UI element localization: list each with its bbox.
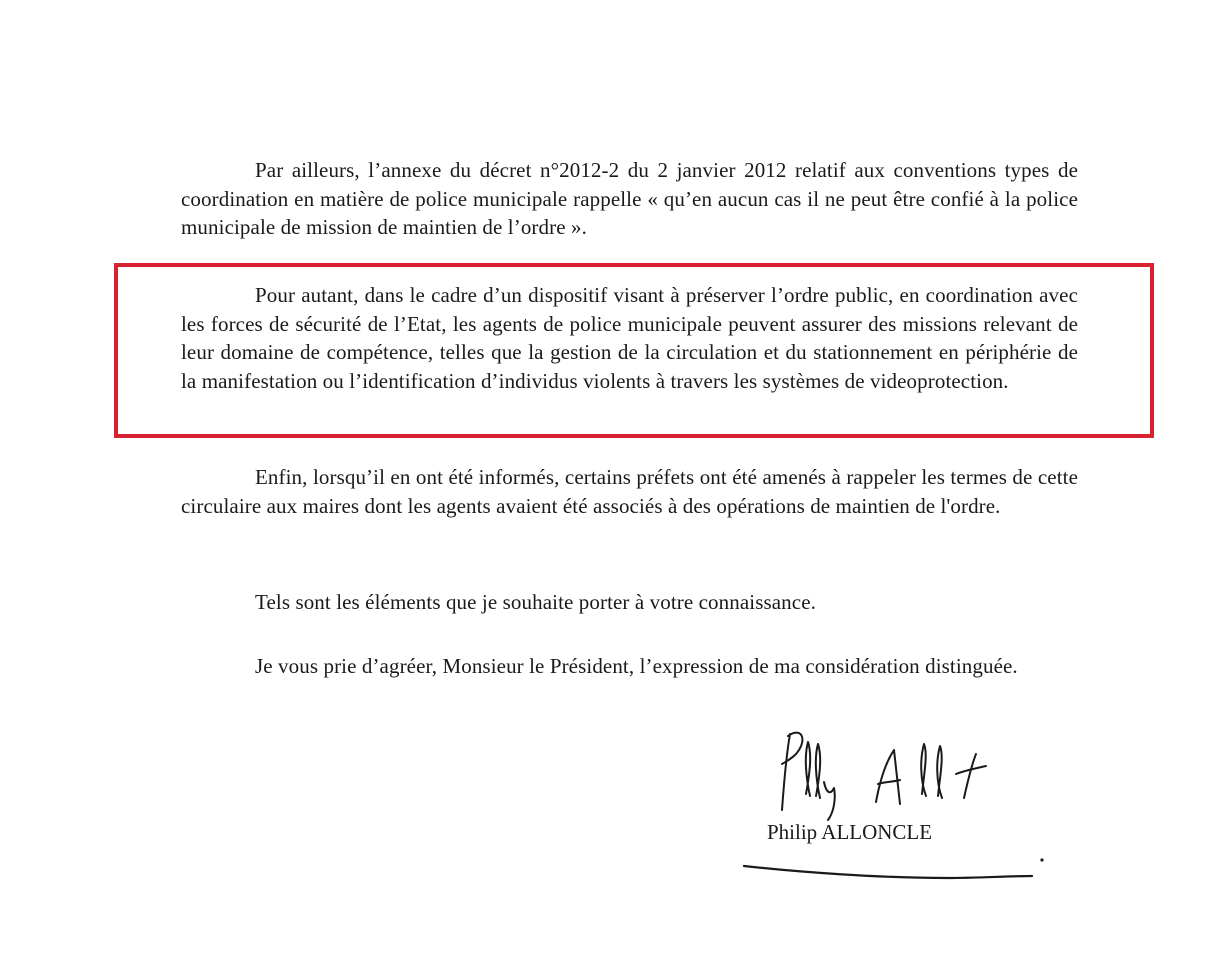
handwritten-signature	[772, 722, 1002, 822]
paragraph-salutation: Je vous prie d’agréer, Monsieur le Président, l’expression de ma considération distinguée.	[255, 654, 1018, 678]
paragraph-decree-annex: Par ailleurs, l’annexe du décret n°2012-2 du 2 janvier 2012 relatif aux conventions types de coordination en matière de police municipale rappelle « qu’en aucun cas il ne peut être confié à la police municipale de mission de maintien de l’ordre ».	[181, 158, 1078, 239]
paragraph-prefects: Enfin, lorsqu’il en ont été informés, certains préfets ont été amenés à rappeler les termes de cette circulaire aux maires dont les agents avaient été associés à des opérations de maintien de l'ordre.	[181, 465, 1078, 518]
signature-underline	[738, 852, 1048, 892]
paragraph-highlighted: Pour autant, dans le cadre d’un dispositif visant à préserver l’ordre public, en coordination avec les forces de sécurité de l’Etat, les agents de police municipale peuvent assurer des missions relevant de leur domaine de compétence, telles que la gestion de la circulation et du stationnement en périphérie de la manifestation ou l’identification d’individus violents à travers les systèmes de videoprotection.	[181, 283, 1078, 393]
signer-name: Philip ALLONCLE	[767, 820, 933, 844]
paragraph-closing-info: Tels sont les éléments que je souhaite porter à votre connaissance.	[255, 590, 816, 614]
